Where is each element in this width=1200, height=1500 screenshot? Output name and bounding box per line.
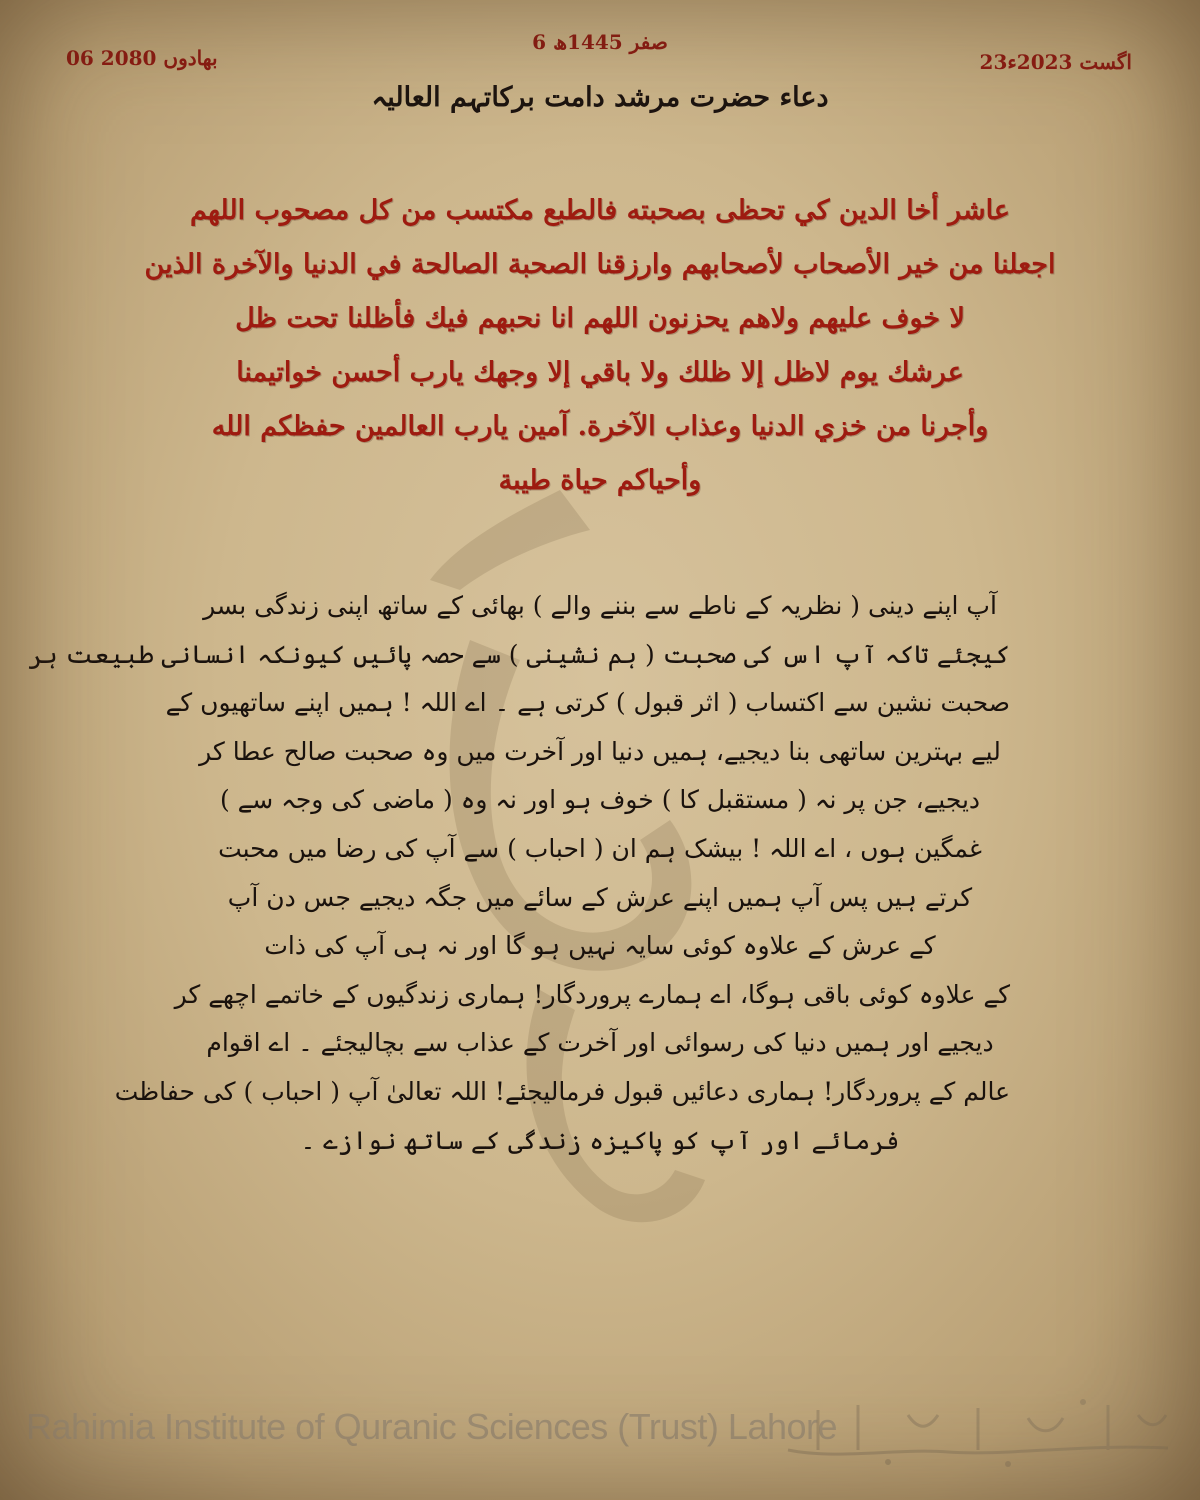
urdu-line: کیجئے تاکہ آپ اس کی صحبت ( ہم نشینی ) سے حصہ پائیں کیونکہ انسانی طبیعت ہر (28, 639, 1010, 669)
arabic-line: اجعلنا من خير الأصحاب لأصحابهم وارزقنا الصحبة الصالحة في الدنيا والآخرة الذين (144, 249, 1056, 280)
vikram-date: 06 بھادوں 2080 (66, 46, 218, 70)
arabic-line: لا خوف عليهم ولاهم يحزنون اللهم انا نحبهم فيك فأظلنا تحت ظل (235, 303, 965, 334)
arabic-line: عرشك يوم لاظل إلا ظلك ولا باقي إلا وجهك يارب أحسن خواتيمنا (236, 357, 964, 388)
arabic-dua-text (70, 184, 1130, 508)
hijri-date: 6 صفر 1445ھ (532, 30, 668, 54)
urdu-line: عالم کے پروردگار! ہماری دعائیں قبول فرمالیجئے! اللہ تعالیٰ آپ ( احباب ) کی حفاظت (114, 1076, 1010, 1106)
gregorian-date: 23اگست 2023ء (979, 50, 1132, 74)
arabic-line: عاشر أخا الدين كي تحظى بصحبته فالطبع مكتسب من كل مصحوب اللهم (190, 195, 1010, 226)
arabic-line: وأجرنا من خزي الدنيا وعذاب الآخرة. آمين يارب العالمين حفظكم الله (211, 411, 989, 442)
urdu-line: کے عرش کے علاوہ کوئی سایہ نہیں ہو گا اور نہ ہی آپ کی ذات (264, 931, 936, 961)
urdu-line: فرمائے اور آپ کو پاکیزہ زندگی کے ساتھ نوازے ۔ (300, 1125, 900, 1155)
urdu-line: دیجیے، جن پر نہ ( مستقبل کا ) خوف ہو اور نہ وہ ( ماضی کی وجہ سے ) (219, 785, 981, 815)
urdu-line: غمگین ہوں ، اے اللہ ! بیشک ہم ان ( احباب ) سے آپ کی رضا میں محبت (218, 833, 982, 863)
urdu-line: صحبت نشین سے اکتساب ( اثر قبول ) کرتی ہے ۔ اے اللہ ! ہمیں اپنے ساتھیوں کے (165, 688, 1010, 718)
urdu-line: کرتے ہیں پس آپ ہمیں اپنے عرش کے سائے میں جگہ دیجیے جس دن آپ (227, 882, 973, 912)
urdu-line: آپ اپنے دینی ( نظریہ کے ناطے سے بننے والے ) بھائی کے ساتھ اپنی زندگی بسر (203, 591, 997, 620)
urdu-line: کے علاوہ کوئی باقی ہوگا، اے ہمارے پروردگار! ہماری زندگیوں کے خاتمے اچھے کر (174, 979, 1010, 1009)
institute-calligraphy-logo (778, 1390, 1178, 1474)
institute-name-english: Rahimia Institute of Quranic Sciences (Trust) Lahore (26, 1406, 838, 1447)
urdu-translation-text (28, 582, 1010, 1165)
urdu-line: دیجیے اور ہمیں دنیا کی رسوائی اور آخرت کے عذاب سے بچالیجئے ۔ اے اقوام (206, 1028, 994, 1058)
page-title: دعاء حضرت مرشد دامت برکاتہم العالیہ (371, 82, 829, 113)
arabic-line: وأحياكم حياة طيبة (498, 465, 702, 496)
urdu-line: لیے بہترین ساتھی بنا دیجیے، ہمیں دنیا اور آخرت میں وہ صحبت صالح عطا کر (199, 736, 1001, 766)
